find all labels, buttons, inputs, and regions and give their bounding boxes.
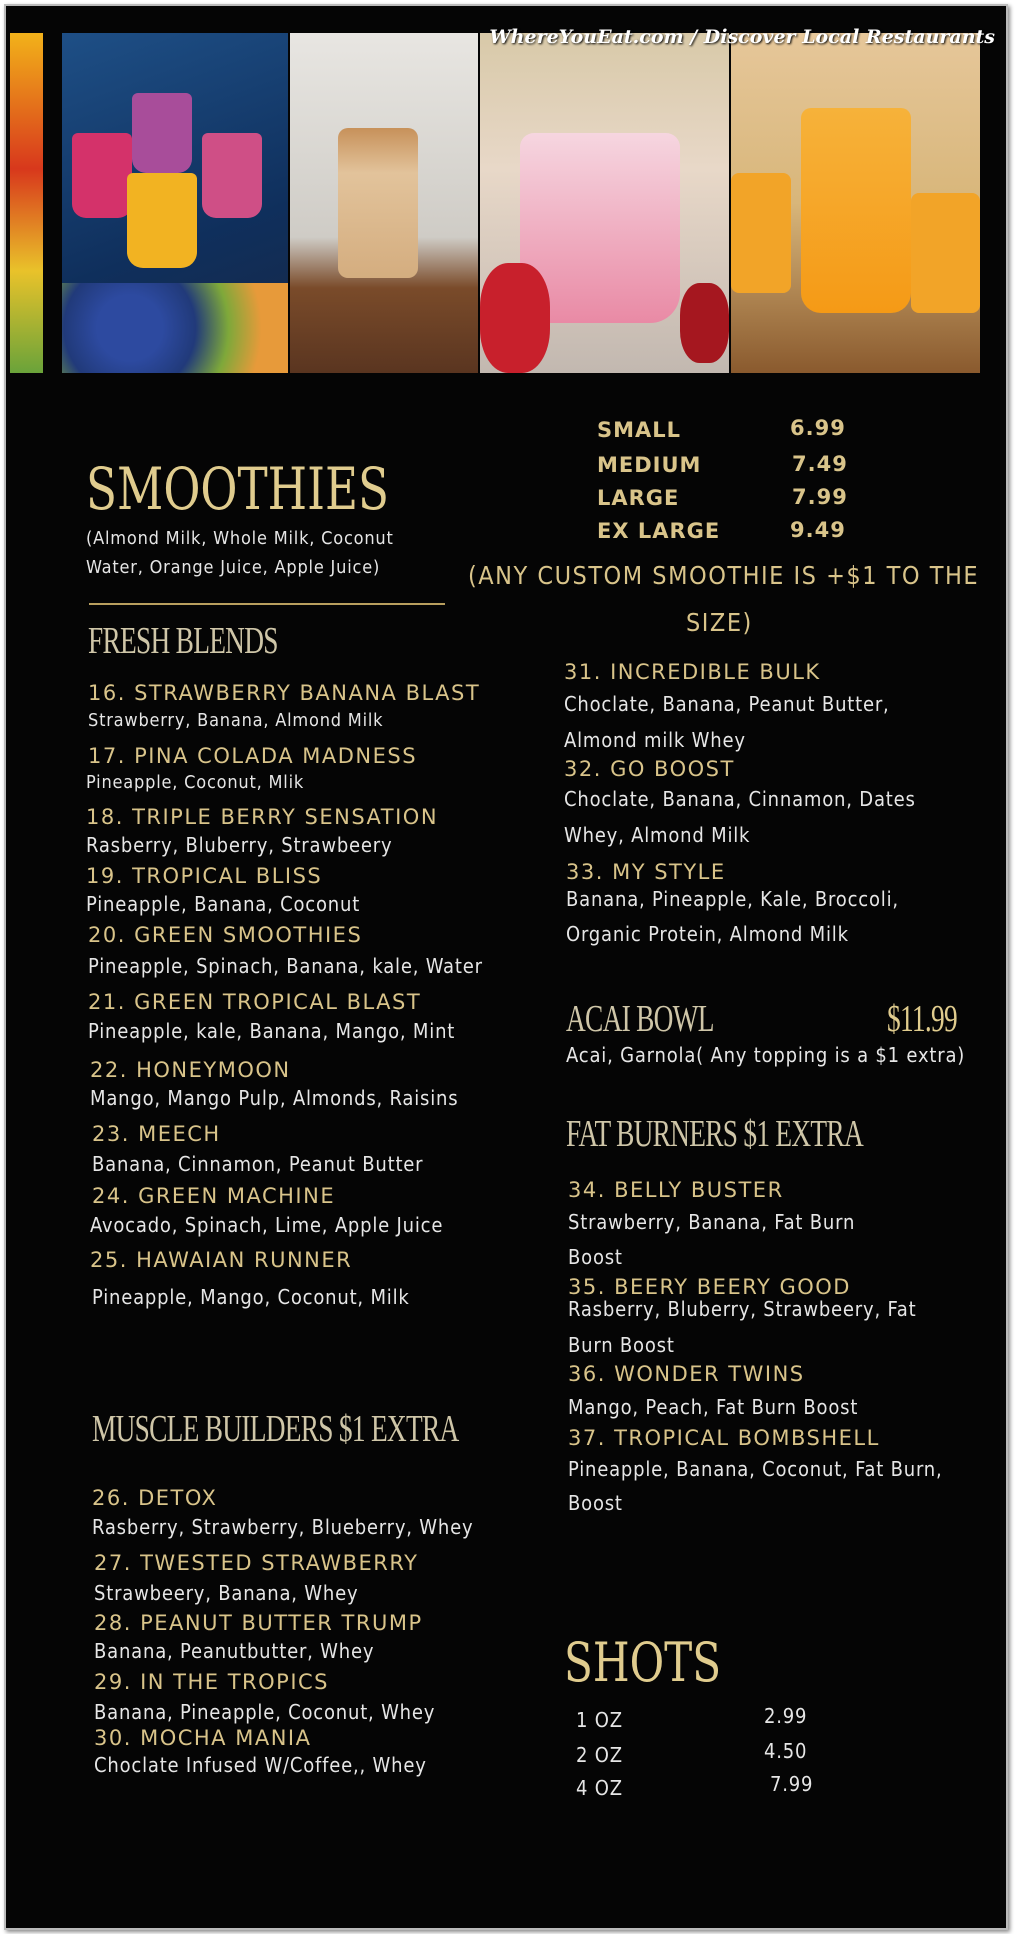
- menu-item-desc: Boost: [568, 1245, 623, 1269]
- menu-item-desc: Choclate, Banana, Cinnamon, Dates: [564, 787, 916, 811]
- size-label: EX LARGE: [597, 519, 721, 543]
- menu-item-name: 23. MEECH: [92, 1122, 221, 1146]
- custom-note-line-2: SIZE): [686, 608, 753, 637]
- custom-note-line-1: (ANY CUSTOM SMOOTHIE IS +$1 TO THE: [468, 561, 980, 590]
- menu-item-desc: Organic Protein, Almond Milk: [566, 922, 849, 946]
- menu-item-desc: Pineapple, Banana, Coconut: [86, 892, 361, 916]
- fat-burners-heading: FAT BURNERS $1 EXTRA: [566, 1113, 863, 1155]
- size-label: MEDIUM: [597, 453, 702, 477]
- size-label: LARGE: [597, 486, 680, 510]
- menu-item-name: 32. GO BOOST: [564, 757, 735, 781]
- muscle-builders-heading: MUSCLE BUILDERS $1 EXTRA: [92, 1408, 459, 1450]
- menu-item-name: 37. TROPICAL BOMBSHELL: [568, 1426, 880, 1450]
- menu-item-name: 27. TWESTED STRAWBERRY: [94, 1551, 419, 1575]
- menu-item-name: 33. MY STYLE: [566, 860, 726, 884]
- menu-item-name: 34. BELLY BUSTER: [568, 1178, 784, 1202]
- size-label: SMALL: [597, 418, 682, 442]
- fruit-photo: [10, 33, 43, 373]
- menu-item-name: 24. GREEN MACHINE: [92, 1184, 336, 1208]
- menu-item-desc: Mango, Mango Pulp, Almonds, Raisins: [90, 1086, 459, 1110]
- menu-item-desc: Banana, Cinnamon, Peanut Butter: [92, 1152, 424, 1176]
- menu-item-desc: Burn Boost: [568, 1333, 675, 1357]
- watermark: WhereYouEat.com / Discover Local Restaurants: [489, 26, 995, 48]
- menu-item-desc: Whey, Almond Milk: [564, 823, 751, 847]
- menu-item-name: 31. INCREDIBLE BULK: [564, 660, 821, 684]
- acai-bowl-desc: Acai, Garnola( Any topping is a $1 extra): [566, 1043, 966, 1067]
- menu-item-name: 18. TRIPLE BERRY SENSATION: [86, 805, 439, 829]
- menu-item-desc: Choclate, Banana, Peanut Butter,: [564, 692, 890, 716]
- menu-item-name: 26. DETOX: [92, 1486, 218, 1510]
- menu-item-desc: Strawberry, Banana, Fat Burn: [568, 1210, 856, 1234]
- menu-item-desc: Banana, Pineapple, Kale, Broccoli,: [566, 887, 899, 911]
- acai-bowl-price: $11.99: [887, 998, 957, 1040]
- menu-item-desc: Almond milk Whey: [564, 728, 746, 752]
- menu-item-desc: Strawbeery, Banana, Whey: [94, 1581, 359, 1605]
- menu-item-desc: Banana, Pineapple, Coconut, Whey: [94, 1700, 436, 1724]
- menu-item-desc: Rasberry, Strawberry, Blueberry, Whey: [92, 1515, 474, 1539]
- peanut-butter-shake-photo: [290, 33, 478, 373]
- size-price: 9.49: [790, 518, 846, 542]
- menu-item-name: 28. PEANUT BUTTER TRUMP: [94, 1611, 423, 1635]
- shot-price: 7.99: [770, 1772, 814, 1796]
- menu-item-name: 35. BEERY BEERY GOOD: [568, 1275, 851, 1299]
- menu-item-desc: Pineapple, Spinach, Banana, kale, Water: [88, 954, 483, 978]
- menu-item-desc: Strawberry, Banana, Almond Milk: [88, 710, 384, 731]
- size-price: 7.49: [792, 452, 848, 476]
- menu-item-desc: Pineapple, Coconut, Mlik: [86, 772, 305, 793]
- menu-item-desc: Choclate Infused W/Coffee,, Whey: [94, 1753, 427, 1777]
- menu-item-name: 22. HONEYMOON: [90, 1058, 291, 1082]
- bases-line-2: Water, Orange Juice, Apple Juice): [86, 557, 381, 578]
- page-title: SMOOTHIES: [86, 455, 390, 523]
- menu-item-desc: Banana, Peanutbutter, Whey: [94, 1639, 375, 1663]
- shots-heading: SHOTS: [564, 1631, 722, 1694]
- menu-item-name: 19. TROPICAL BLISS: [86, 864, 323, 888]
- size-price: 6.99: [790, 416, 846, 440]
- fresh-blends-heading: FRESH BLENDS: [88, 620, 278, 662]
- bases-line-1: (Almond Milk, Whole Milk, Coconut: [86, 528, 394, 549]
- menu-item-desc: Pineapple, kale, Banana, Mango, Mint: [88, 1019, 456, 1043]
- menu-item-name: 16. STRAWBERRY BANANA BLAST: [88, 681, 481, 705]
- acai-bowl-heading: ACAI BOWL: [566, 998, 714, 1040]
- menu-item-desc: Boost: [568, 1491, 623, 1515]
- shot-price: 4.50: [764, 1739, 808, 1763]
- menu-item-desc: Rasberry, Bluberry, Strawbeery, Fat: [568, 1297, 917, 1321]
- mango-smoothie-photo: [731, 33, 980, 373]
- shot-size: 1 OZ: [576, 1708, 623, 1732]
- menu-item-name: 36. WONDER TWINS: [568, 1362, 805, 1386]
- divider: [89, 603, 445, 605]
- size-price: 7.99: [792, 485, 848, 509]
- smoothie-photo-strip: [6, 33, 980, 373]
- menu-item-name: 17. PINA COLADA MADNESS: [88, 744, 418, 768]
- menu-item-name: 21. GREEN TROPICAL BLAST: [88, 990, 422, 1014]
- menu-item-desc: Pineapple, Banana, Coconut, Fat Burn,: [568, 1457, 943, 1481]
- menu-item-name: 29. IN THE TROPICS: [94, 1670, 330, 1694]
- menu-item-desc: Mango, Peach, Fat Burn Boost: [568, 1395, 859, 1419]
- shot-size: 4 OZ: [576, 1776, 623, 1800]
- menu-item-desc: Rasberry, Bluberry, Strawbeery: [86, 833, 393, 857]
- strawberry-shake-photo: [480, 33, 729, 373]
- shot-size: 2 OZ: [576, 1743, 623, 1767]
- menu-item-name: 20. GREEN SMOOTHIES: [88, 923, 363, 947]
- menu-item-desc: Pineapple, Mango, Coconut, Milk: [92, 1285, 410, 1309]
- shot-price: 2.99: [764, 1704, 808, 1728]
- smoothie-glasses-photo: [62, 33, 288, 373]
- menu-item-name: 25. HAWAIAN RUNNER: [90, 1248, 353, 1272]
- menu-item-name: 30. MOCHA MANIA: [94, 1726, 312, 1750]
- menu-item-desc: Avocado, Spinach, Lime, Apple Juice: [90, 1213, 444, 1237]
